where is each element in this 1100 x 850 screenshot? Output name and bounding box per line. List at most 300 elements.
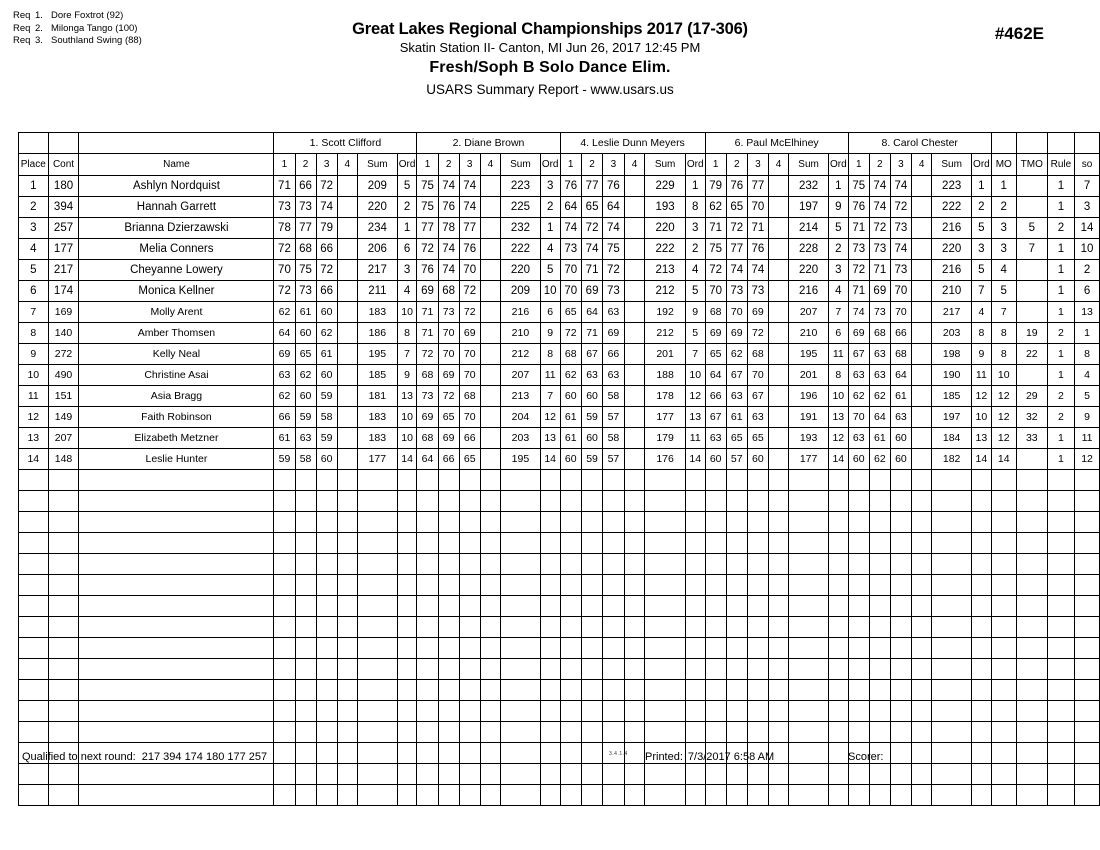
cell-empty [768, 785, 788, 806]
cell-judge-1-sum: 217 [357, 260, 397, 281]
column-header-judge-5-1: 1 [848, 154, 869, 176]
cell-judge-5-score-4 [911, 344, 931, 365]
cell-empty [1016, 785, 1047, 806]
cell-judge-1-score-2: 68 [295, 239, 316, 260]
cell-judge-3-score-1: 68 [560, 344, 581, 365]
cell-empty [624, 533, 645, 554]
cell-empty [890, 554, 911, 575]
cell-empty [1047, 785, 1074, 806]
cell-empty [581, 533, 602, 554]
cell-empty [768, 554, 788, 575]
cell-judge-2-score-3: 68 [459, 386, 480, 407]
cell-empty [397, 512, 417, 533]
cell-judge-3-score-1: 64 [560, 197, 581, 218]
column-header-judge-5-ord: Ord [972, 154, 992, 176]
cell-judge-3-ord: 8 [685, 197, 705, 218]
cell-so: 12 [1075, 449, 1100, 470]
cell-judge-1-score-2: 73 [295, 281, 316, 302]
cell-empty [79, 785, 274, 806]
cell-empty [705, 512, 726, 533]
column-header-judge-2-sum: Sum [501, 154, 541, 176]
column-header-place: Place [19, 154, 49, 176]
cell-so: 14 [1075, 218, 1100, 239]
requirement-label: Req [13, 10, 31, 21]
cell-empty [438, 722, 459, 743]
judge-title-spacer [79, 133, 274, 154]
cell-judge-4-score-3: 70 [747, 197, 768, 218]
qualified-value: 217 394 174 180 177 257 [141, 751, 268, 763]
table-row[interactable] [19, 365, 1100, 386]
column-header-judge-4-4: 4 [768, 154, 788, 176]
cell-empty [438, 638, 459, 659]
cell-judge-1-score-2: 77 [295, 218, 316, 239]
cell-judge-1-score-3: 72 [316, 260, 337, 281]
cell-empty [295, 701, 316, 722]
cell-judge-1-score-3: 59 [316, 428, 337, 449]
cell-empty [911, 722, 931, 743]
cell-empty [828, 512, 848, 533]
cell-empty [869, 722, 890, 743]
table-row-empty[interactable] [19, 533, 1100, 554]
cell-judge-2-score-2: 65 [438, 407, 459, 428]
table-row[interactable] [19, 449, 1100, 470]
cell-empty [357, 596, 397, 617]
table-row-empty[interactable] [19, 470, 1100, 491]
cell-empty [1075, 680, 1100, 701]
cell-judge-4-score-1: 72 [705, 260, 726, 281]
cell-judge-5-score-3: 61 [890, 386, 911, 407]
table-row[interactable] [19, 323, 1100, 344]
cell-empty [603, 785, 624, 806]
cell-tmo [1016, 281, 1047, 302]
cell-empty [581, 722, 602, 743]
cell-empty [890, 701, 911, 722]
cell-empty [991, 680, 1016, 701]
cell-empty [337, 617, 357, 638]
table-row[interactable] [19, 239, 1100, 260]
table-row-empty[interactable] [19, 491, 1100, 512]
cell-empty [911, 491, 931, 512]
cell-empty [685, 533, 705, 554]
cell-judge-3-score-1: 72 [560, 323, 581, 344]
cell-place: 7 [19, 302, 49, 323]
cell-empty [603, 659, 624, 680]
cell-empty [316, 617, 337, 638]
cell-empty [645, 680, 685, 701]
cell-judge-3-score-2: 72 [581, 218, 602, 239]
cell-empty [19, 575, 49, 596]
cell-judge-2-ord: 6 [540, 302, 560, 323]
cell-judge-5-score-2: 62 [869, 386, 890, 407]
column-header-judge-1-1: 1 [274, 154, 295, 176]
cell-empty [540, 575, 560, 596]
cell-judge-1-score-1: 73 [274, 197, 295, 218]
table-row-empty[interactable] [19, 617, 1100, 638]
cell-judge-2-score-4 [480, 323, 500, 344]
cell-empty [747, 785, 768, 806]
cell-empty [932, 470, 972, 491]
cell-empty [869, 785, 890, 806]
cell-empty [705, 533, 726, 554]
cell-empty [624, 785, 645, 806]
cell-empty [1047, 659, 1074, 680]
cell-judge-5-score-4 [911, 197, 931, 218]
cell-skater-name: Christine Asai [79, 365, 274, 386]
cell-rule: 1 [1047, 428, 1074, 449]
table-row-empty[interactable] [19, 785, 1100, 806]
cell-empty [1047, 722, 1074, 743]
cell-mo: 10 [991, 365, 1016, 386]
cell-judge-5-ord: 9 [972, 344, 992, 365]
cell-empty [48, 575, 79, 596]
cell-judge-3-sum: 201 [645, 344, 685, 365]
table-row[interactable] [19, 344, 1100, 365]
cell-empty [540, 596, 560, 617]
cell-judge-2-ord: 10 [540, 281, 560, 302]
cell-judge-5-score-4 [911, 365, 931, 386]
cell-empty [19, 680, 49, 701]
cell-empty [459, 575, 480, 596]
cell-judge-3-score-4 [624, 344, 645, 365]
cell-empty [581, 575, 602, 596]
table-row[interactable] [19, 197, 1100, 218]
cell-judge-2-sum: 225 [501, 197, 541, 218]
cell-judge-1-sum: 195 [357, 344, 397, 365]
venue-datetime-line: Skatin Station II- Canton, MI Jun 26, 2017 12:45 PM [399, 40, 701, 55]
cell-empty [603, 491, 624, 512]
cell-judge-5-ord: 2 [972, 197, 992, 218]
column-header-judge-1-2: 2 [295, 154, 316, 176]
cell-rule: 1 [1047, 260, 1074, 281]
table-row-empty[interactable] [19, 575, 1100, 596]
cell-empty [991, 512, 1016, 533]
judge-title-spacer-right [1075, 133, 1100, 154]
cell-empty [1047, 638, 1074, 659]
cell-judge-2-score-2: 74 [438, 176, 459, 197]
cell-tmo [1016, 302, 1047, 323]
cell-empty [932, 512, 972, 533]
cell-empty [19, 470, 49, 491]
cell-empty [869, 554, 890, 575]
table-row[interactable] [19, 281, 1100, 302]
cell-empty [991, 785, 1016, 806]
cell-empty [1016, 596, 1047, 617]
cell-judge-2-score-3: 65 [459, 449, 480, 470]
cell-judge-4-ord: 6 [828, 323, 848, 344]
cell-judge-5-score-2: 74 [869, 176, 890, 197]
cell-judge-3-ord: 13 [685, 407, 705, 428]
cell-empty [397, 617, 417, 638]
table-row[interactable] [19, 218, 1100, 239]
table-row-empty[interactable] [19, 512, 1100, 533]
cell-empty [726, 701, 747, 722]
cell-judge-1-score-2: 75 [295, 260, 316, 281]
judge-name-header: 8. Carol Chester [848, 133, 991, 154]
cell-judge-2-ord: 8 [540, 344, 560, 365]
requirement-number: 2. [35, 22, 43, 34]
cell-empty [747, 701, 768, 722]
cell-judge-4-score-2: 73 [726, 281, 747, 302]
cell-empty [459, 680, 480, 701]
cell-empty [501, 596, 541, 617]
cell-judge-4-score-2: 63 [726, 386, 747, 407]
cell-empty [295, 722, 316, 743]
cell-judge-5-score-1: 72 [848, 260, 869, 281]
cell-empty [417, 491, 438, 512]
cell-judge-4-ord: 13 [828, 407, 848, 428]
cell-empty [705, 701, 726, 722]
cell-empty [48, 491, 79, 512]
cell-judge-2-sum: 209 [501, 281, 541, 302]
cell-empty [337, 575, 357, 596]
table-row-empty[interactable] [19, 554, 1100, 575]
judge-title-spacer-right [991, 133, 1016, 154]
cell-empty [645, 491, 685, 512]
table-row-empty[interactable] [19, 722, 1100, 743]
cell-judge-3-score-2: 59 [581, 449, 602, 470]
cell-empty [79, 491, 274, 512]
cell-judge-5-score-3: 60 [890, 449, 911, 470]
cell-empty [1016, 491, 1047, 512]
cell-empty [581, 512, 602, 533]
cell-judge-4-ord: 14 [828, 449, 848, 470]
cell-judge-5-score-2: 62 [869, 449, 890, 470]
column-header-judge-5-3: 3 [890, 154, 911, 176]
cell-empty [397, 638, 417, 659]
cell-judge-4-score-2: 62 [726, 344, 747, 365]
cell-empty [911, 533, 931, 554]
cell-skater-name: Faith Robinson [79, 407, 274, 428]
cell-empty [1047, 533, 1074, 554]
cell-empty [79, 680, 274, 701]
cell-place: 2 [19, 197, 49, 218]
cell-empty [869, 470, 890, 491]
cell-empty [789, 785, 829, 806]
cell-empty [295, 512, 316, 533]
cell-empty [316, 533, 337, 554]
cell-empty [357, 491, 397, 512]
cell-place: 13 [19, 428, 49, 449]
cell-empty [747, 554, 768, 575]
cell-judge-2-score-1: 64 [417, 449, 438, 470]
column-header-rule: Rule [1047, 154, 1074, 176]
cell-empty [705, 575, 726, 596]
cell-judge-4-score-3: 71 [747, 218, 768, 239]
cell-empty [1016, 554, 1047, 575]
cell-mo: 12 [991, 386, 1016, 407]
table-row[interactable] [19, 176, 1100, 197]
cell-judge-3-score-1: 65 [560, 302, 581, 323]
column-header-judge-4-sum: Sum [789, 154, 829, 176]
cell-empty [932, 533, 972, 554]
cell-empty [848, 470, 869, 491]
cell-empty [1075, 785, 1100, 806]
cell-empty [560, 638, 581, 659]
cell-empty [316, 638, 337, 659]
column-header-judge-1-ord: Ord [397, 154, 417, 176]
cell-empty [459, 596, 480, 617]
cell-empty [540, 491, 560, 512]
cell-empty [911, 512, 931, 533]
cell-empty [79, 470, 274, 491]
table-row-empty[interactable] [19, 659, 1100, 680]
cell-judge-3-score-4 [624, 386, 645, 407]
cell-judge-4-score-1: 65 [705, 344, 726, 365]
cell-empty [624, 722, 645, 743]
cell-empty [911, 554, 931, 575]
table-row[interactable] [19, 260, 1100, 281]
cell-empty [869, 701, 890, 722]
cell-contestant-number: 180 [48, 176, 79, 197]
cell-empty [295, 554, 316, 575]
cell-empty [932, 554, 972, 575]
cell-empty [357, 659, 397, 680]
cell-empty [19, 533, 49, 554]
cell-empty [911, 617, 931, 638]
table-row-empty[interactable] [19, 638, 1100, 659]
cell-tmo: 33 [1016, 428, 1047, 449]
cell-judge-1-ord: 5 [397, 176, 417, 197]
cell-judge-1-ord: 6 [397, 239, 417, 260]
cell-judge-2-ord: 9 [540, 323, 560, 344]
cell-empty [645, 470, 685, 491]
cell-judge-1-score-4 [337, 281, 357, 302]
cell-empty [438, 785, 459, 806]
cell-empty [685, 470, 705, 491]
cell-empty [972, 659, 992, 680]
cell-empty [79, 554, 274, 575]
cell-empty [560, 554, 581, 575]
cell-judge-4-score-3: 77 [747, 176, 768, 197]
cell-empty [768, 533, 788, 554]
cell-so: 4 [1075, 365, 1100, 386]
cell-skater-name: Asia Bragg [79, 386, 274, 407]
cell-judge-1-score-2: 62 [295, 365, 316, 386]
cell-empty [685, 596, 705, 617]
cell-empty [295, 638, 316, 659]
cell-judge-3-score-3: 64 [603, 197, 624, 218]
cell-judge-3-score-4 [624, 407, 645, 428]
cell-judge-3-ord: 9 [685, 302, 705, 323]
cell-empty [685, 638, 705, 659]
cell-empty [1016, 659, 1047, 680]
cell-empty [645, 554, 685, 575]
cell-empty [295, 575, 316, 596]
cell-judge-1-score-4 [337, 239, 357, 260]
table-row-empty[interactable] [19, 701, 1100, 722]
cell-empty [48, 701, 79, 722]
table-row[interactable] [19, 386, 1100, 407]
requirement-number: 1. [35, 10, 43, 21]
cell-judge-1-ord: 9 [397, 365, 417, 386]
cell-judge-3-sum: 188 [645, 365, 685, 386]
cell-empty [501, 575, 541, 596]
cell-judge-3-score-4 [624, 449, 645, 470]
cell-empty [1047, 575, 1074, 596]
cell-judge-1-score-3: 66 [316, 281, 337, 302]
cell-judge-3-score-3: 57 [603, 407, 624, 428]
cell-empty [972, 722, 992, 743]
cell-judge-4-score-2: 65 [726, 428, 747, 449]
table-row-empty[interactable] [19, 680, 1100, 701]
cell-empty [540, 617, 560, 638]
cell-empty [337, 701, 357, 722]
cell-empty [501, 722, 541, 743]
cell-judge-1-score-1: 64 [274, 323, 295, 344]
cell-judge-1-ord: 14 [397, 449, 417, 470]
cell-judge-5-sum: 216 [932, 218, 972, 239]
cell-judge-3-score-3: 75 [603, 239, 624, 260]
cell-empty [726, 680, 747, 701]
cell-judge-4-sum: 216 [789, 281, 829, 302]
cell-empty [501, 638, 541, 659]
cell-judge-1-score-1: 69 [274, 344, 295, 365]
cell-empty [747, 617, 768, 638]
cell-judge-5-score-4 [911, 449, 931, 470]
cell-empty [890, 659, 911, 680]
cell-empty [911, 638, 931, 659]
cell-empty [869, 596, 890, 617]
cell-empty [581, 470, 602, 491]
cell-judge-5-score-2: 68 [869, 323, 890, 344]
scorer-label: Scorer: [848, 751, 884, 763]
cell-judge-1-sum: 183 [357, 302, 397, 323]
cell-judge-5-score-4 [911, 302, 931, 323]
cell-empty [581, 617, 602, 638]
cell-empty [848, 575, 869, 596]
cell-judge-1-ord: 3 [397, 260, 417, 281]
cell-empty [1016, 533, 1047, 554]
cell-empty [459, 785, 480, 806]
cell-empty [480, 701, 500, 722]
cell-judge-2-score-3: 72 [459, 281, 480, 302]
cell-judge-4-ord: 10 [828, 386, 848, 407]
cell-judge-2-score-4 [480, 449, 500, 470]
cell-empty [747, 596, 768, 617]
cell-empty [397, 701, 417, 722]
cell-empty [747, 512, 768, 533]
cell-empty [1047, 680, 1074, 701]
cell-empty [540, 470, 560, 491]
cell-empty [1075, 596, 1100, 617]
cell-so: 7 [1075, 176, 1100, 197]
table-row[interactable] [19, 407, 1100, 428]
cell-judge-3-score-2: 64 [581, 302, 602, 323]
table-row[interactable] [19, 428, 1100, 449]
cell-empty [48, 722, 79, 743]
column-header-judge-2-3: 3 [459, 154, 480, 176]
cell-empty [417, 596, 438, 617]
cell-judge-2-score-3: 70 [459, 344, 480, 365]
cell-skater-name: Hannah Garrett [79, 197, 274, 218]
cell-skater-name: Amber Thomsen [79, 323, 274, 344]
table-row[interactable] [19, 302, 1100, 323]
table-row-empty[interactable] [19, 596, 1100, 617]
cell-empty [295, 491, 316, 512]
cell-empty [438, 512, 459, 533]
cell-empty [540, 512, 560, 533]
cell-judge-1-score-4 [337, 386, 357, 407]
cell-judge-5-score-3: 64 [890, 365, 911, 386]
cell-judge-3-ord: 14 [685, 449, 705, 470]
cell-empty [911, 680, 931, 701]
cell-empty [274, 701, 295, 722]
cell-judge-1-score-3: 59 [316, 386, 337, 407]
summary-score-table [18, 132, 1100, 806]
cell-judge-5-score-4 [911, 428, 931, 449]
cell-skater-name: Melia Conners [79, 239, 274, 260]
cell-judge-3-sum: 212 [645, 323, 685, 344]
